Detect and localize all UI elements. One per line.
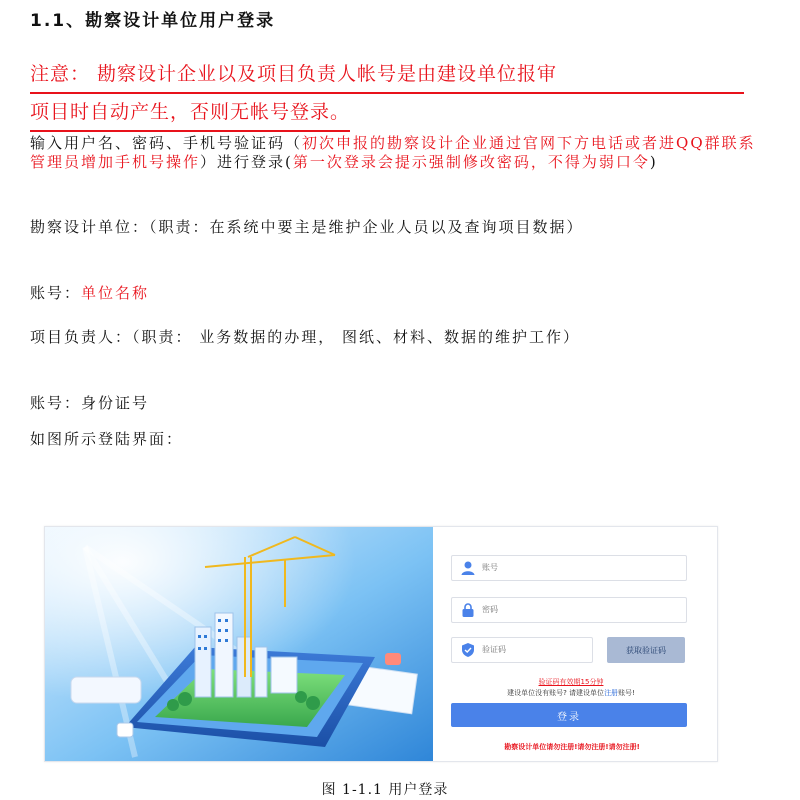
intro-suffix: ) — [649, 153, 658, 171]
duty-unit-paragraph: 勘察设计单位：（职责：在系统中要主是维护企业人员以及查询项目数据） — [30, 218, 584, 236]
construction-banner-illustration — [45, 527, 433, 761]
username-field[interactable] — [451, 555, 687, 581]
account-leader-label: 账号： — [30, 394, 82, 412]
password-input[interactable] — [482, 600, 672, 618]
login-form — [447, 527, 717, 761]
code-field[interactable] — [451, 637, 593, 663]
account-leader-value: 身份证号 — [81, 394, 150, 412]
intro-middle: ）进行登录( — [200, 153, 293, 171]
login-button[interactable]: 登录 — [451, 703, 687, 727]
register-warning: 勘察设计单位请勿注册!请勿注册!请勿注册! — [504, 743, 640, 751]
intro-prefix: 输入用户名、密码、手机号验证码（ — [30, 134, 303, 152]
user-icon — [460, 560, 476, 576]
register-hint — [447, 688, 695, 698]
intro-paragraph — [30, 134, 760, 172]
lock-icon — [460, 602, 476, 618]
figure-caption: 图 1-1.1 用户登录 — [321, 782, 449, 798]
notice-block — [30, 58, 750, 132]
intro-highlight: 初次申报的勘察设计企业通过官网下方电话或者进QQ群联系管理员增加手机号操作 — [30, 134, 756, 171]
section-heading: 1.1、勘察设计单位用户登录 — [30, 11, 276, 31]
shield-icon — [460, 642, 476, 658]
register-prefix: 建设单位没有账号? 请建设单位 — [507, 689, 605, 697]
duty-leader-paragraph: 项目负责人：（职责： 业务数据的办理， 图纸、材料、数据的维护工作） — [30, 328, 581, 346]
code-input[interactable] — [482, 640, 582, 658]
username-input[interactable] — [482, 558, 672, 576]
account-unit-line — [30, 282, 149, 303]
intro-highlight-2: 第一次登录会提示强制修改密码，不得为弱口令 — [292, 153, 650, 171]
figure-intro: 如图所示登陆界面： — [30, 430, 184, 448]
account-unit-label: 账号： — [30, 284, 82, 302]
register-suffix: 账号! — [618, 689, 635, 697]
login-screenshot — [44, 526, 718, 762]
password-field[interactable] — [451, 597, 687, 623]
account-unit-value: 单位名称 — [81, 284, 150, 302]
register-link[interactable]: 注册 — [604, 689, 619, 697]
account-leader-line — [30, 392, 149, 413]
get-code-button[interactable]: 获取验证码 — [607, 637, 685, 663]
notice-line-2: 项目时自动产生，否则无帐号登录。 — [30, 96, 350, 132]
notice-line-1: 注意： 勘察设计企业以及项目负责人帐号是由建设单位报审 — [30, 58, 744, 94]
code-expire-note: 验证码有效期15分钟 — [538, 678, 604, 686]
